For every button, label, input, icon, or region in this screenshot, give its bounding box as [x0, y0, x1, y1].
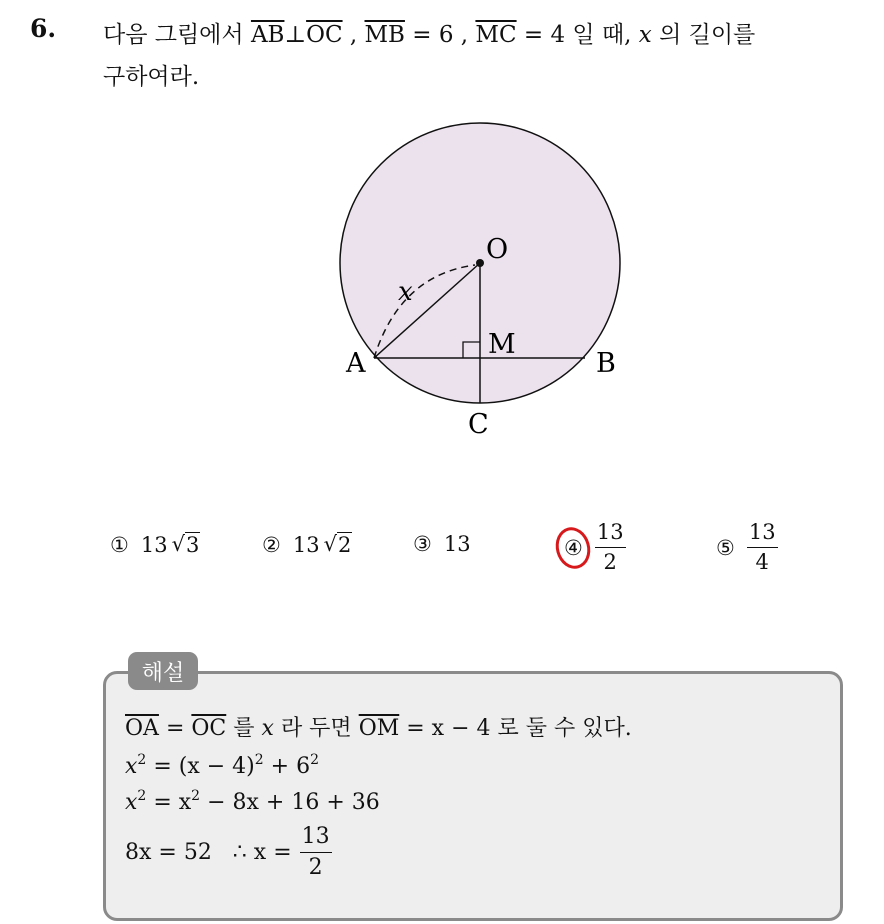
choice-5[interactable] — [716, 522, 778, 573]
label-b: B — [596, 348, 616, 379]
question-prefix: 다음 그림에서 — [103, 22, 244, 48]
solution-line-1 — [125, 711, 632, 742]
question-text-line1 — [103, 16, 755, 49]
choice-1-number: ① — [110, 532, 129, 557]
mb-value: = 6 , — [412, 22, 469, 48]
choice-5-fraction — [747, 522, 778, 573]
solution-line-3 — [125, 788, 380, 815]
sol-l2-exp2: 2 — [254, 752, 264, 768]
label-c: C — [468, 409, 489, 440]
sol-l2-x: x — [125, 754, 138, 779]
solution-line-4 — [125, 826, 332, 879]
sol-l3-mid: = x — [146, 790, 192, 815]
label-m: M — [488, 329, 516, 360]
sol-l2-exp1: 2 — [137, 752, 147, 768]
sol-l3-x: x — [125, 790, 138, 815]
choice-3-value: 13 — [443, 532, 471, 556]
choice-1-radicand: 3 — [185, 533, 200, 557]
sol-var-x: x — [261, 716, 274, 741]
solution-tab: 해설 — [128, 652, 198, 690]
choice-1[interactable] — [110, 532, 200, 557]
perp-symbol: ⊥ — [284, 22, 307, 48]
sol-seg-om: $\overline{OM}$ — [358, 716, 400, 741]
sol-l4-numerator: 13 — [300, 826, 332, 853]
sol-l3-exp1: 2 — [137, 788, 147, 804]
sol-seg-oc: $\overline{OC}$ — [191, 716, 227, 741]
sol-seg-oa: $\overline{OA}$ — [125, 716, 159, 741]
sol-text-1: 를 — [233, 716, 255, 741]
choice-4-denominator: 2 — [603, 550, 617, 574]
choice-5-number: ⑤ — [716, 535, 735, 560]
choice-2-radicand: 2 — [337, 533, 352, 557]
choice-5-denominator: 4 — [755, 550, 769, 574]
sol-eq: = — [165, 716, 185, 741]
segment-oc: $\overline{OC}$ — [306, 22, 343, 48]
choice-3-number: ③ — [413, 532, 432, 556]
sol-l4-fraction — [300, 826, 332, 879]
choice-1-coef: 13 — [140, 532, 168, 557]
sol-text-2: 라 두면 — [280, 716, 352, 741]
sol-l3-exp2: 2 — [191, 788, 201, 804]
question-suffix: 의 길이를 — [659, 22, 756, 48]
question-text-line2: 구하여라. — [103, 64, 200, 90]
choice-4-number: ④ — [564, 535, 583, 560]
sol-l4-denominator: 2 — [308, 855, 323, 880]
sol-l4-left: 8x = 52 ∴ x = — [125, 840, 292, 865]
sol-text-3: = x − 4 로 둘 수 있다. — [406, 716, 632, 741]
question-number: 6. — [30, 14, 57, 43]
label-x: x — [398, 277, 413, 307]
choice-2-sqrt: √ 2 — [323, 532, 352, 557]
choice-1-sqrt: √ 3 — [171, 532, 200, 557]
choice-4-numerator: 13 — [595, 522, 626, 548]
circle-figure — [330, 120, 650, 450]
choice-2-number: ② — [262, 532, 281, 557]
label-a: A — [346, 348, 366, 379]
segment-ab: $\overline{AB}$ — [250, 22, 285, 48]
choice-5-numerator: 13 — [747, 522, 778, 548]
choice-2[interactable] — [262, 532, 352, 557]
choice-2-coef: 13 — [292, 532, 320, 557]
segment-mc: $\overline{MC}$ — [475, 22, 517, 48]
choice-4-fraction — [595, 522, 626, 573]
sol-l2-exp3: 2 — [310, 752, 320, 768]
solution-line-2 — [125, 752, 319, 779]
sol-l2-plus: + 6 — [263, 754, 311, 779]
sol-l3-rest: − 8x + 16 + 36 — [200, 790, 380, 815]
comma: , — [349, 22, 358, 48]
segment-mb: $\overline{MB}$ — [364, 22, 405, 48]
variable-x: x — [638, 22, 652, 48]
choice-3[interactable] — [413, 532, 471, 556]
mc-value: = 4 일 때, — [523, 22, 632, 48]
sol-l2-mid: = (x − 4) — [146, 754, 255, 779]
center-point-o — [476, 259, 484, 267]
label-o: O — [486, 234, 509, 265]
